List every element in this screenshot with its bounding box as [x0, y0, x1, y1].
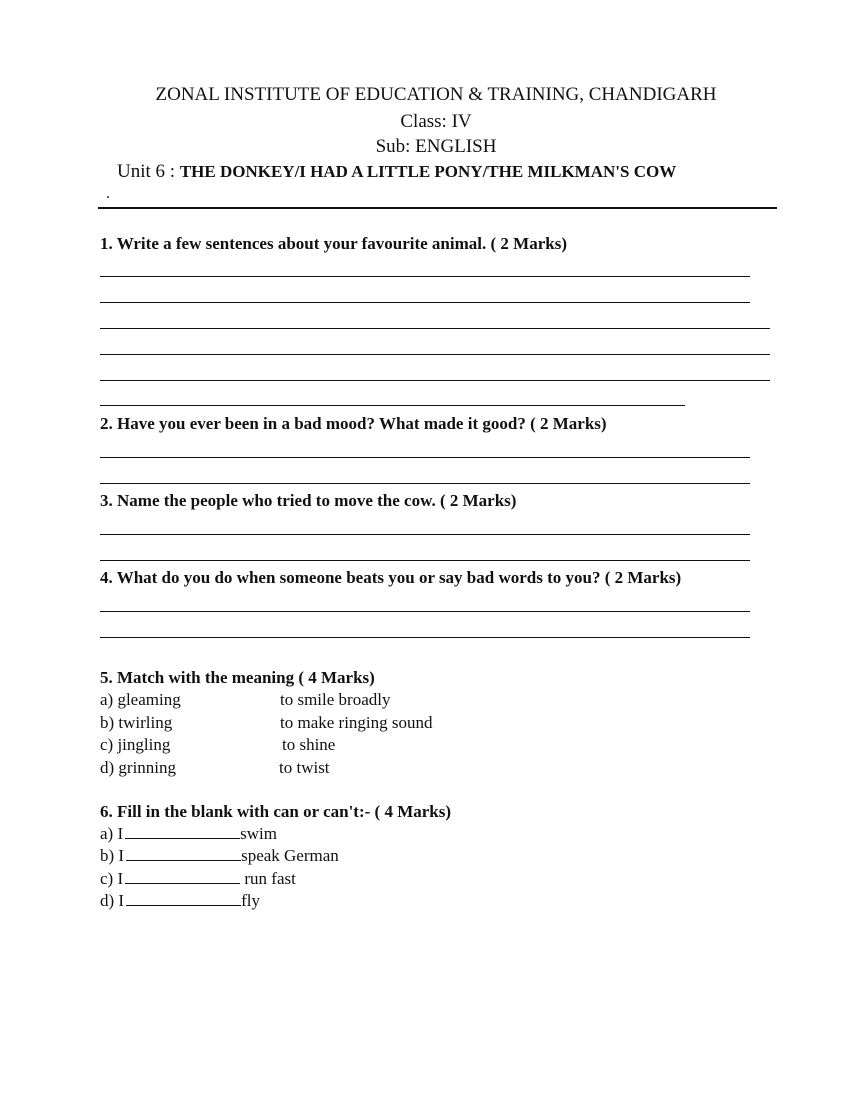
answer-line[interactable]	[100, 611, 750, 612]
fill-prefix: a) I	[100, 824, 124, 843]
match-meaning: to smile broadly	[280, 690, 391, 709]
question-4: 4. What do you do when someone beats you or say bad words to you? ( 2 Marks)	[100, 568, 682, 587]
stray-dot: .	[106, 185, 110, 202]
fill-item	[100, 846, 339, 866]
header-rule	[98, 207, 777, 209]
answer-line[interactable]	[100, 405, 685, 406]
fill-prefix: b) I	[100, 846, 125, 865]
unit-prefix: Unit 6 :	[117, 161, 176, 182]
subject-label: Sub: ENGLISH	[375, 136, 497, 157]
match-word: c) jingling	[100, 735, 171, 754]
question-5: 5. Match with the meaning ( 4 Marks)	[100, 668, 375, 687]
fill-ending: speak German	[241, 846, 339, 865]
fill-blank[interactable]	[126, 846, 241, 861]
question-3: 3. Name the people who tried to move the cow. ( 2 Marks)	[100, 491, 517, 510]
fill-blank[interactable]	[125, 824, 240, 839]
unit-title: THE DONKEY/I HAD A LITTLE PONY/THE MILKMAN'S COW	[179, 162, 677, 181]
fill-item	[100, 824, 277, 844]
fill-ending: run fast	[240, 869, 296, 888]
match-meaning: to make ringing sound	[280, 713, 433, 732]
fill-item	[100, 869, 296, 889]
fill-prefix: c) I	[100, 869, 124, 888]
answer-line[interactable]	[100, 483, 750, 484]
question-2: 2. Have you ever been in a bad mood? What made it good? ( 2 Marks)	[100, 414, 607, 433]
fill-blank[interactable]	[125, 869, 240, 884]
question-1: 1. Write a few sentences about your favourite animal. ( 2 Marks)	[100, 234, 567, 253]
fill-ending: fly	[241, 891, 260, 910]
answer-line[interactable]	[100, 457, 750, 458]
fill-prefix: d) I	[100, 891, 125, 910]
answer-line[interactable]	[100, 328, 770, 329]
fill-blank[interactable]	[126, 891, 241, 906]
match-word: b) twirling	[100, 713, 173, 732]
unit-heading	[117, 161, 676, 183]
question-6: 6. Fill in the blank with can or can't:- ( 4 Marks)	[100, 802, 452, 821]
match-meaning: to twist	[279, 758, 330, 777]
answer-line[interactable]	[100, 276, 750, 277]
fill-ending: swim	[240, 824, 277, 843]
match-meaning: to shine	[282, 735, 336, 754]
answer-line[interactable]	[100, 637, 750, 638]
match-word: d) grinning	[100, 758, 177, 777]
answer-line[interactable]	[100, 302, 750, 303]
institute-title: ZONAL INSTITUTE OF EDUCATION & TRAINING, CHANDIGARH	[155, 84, 717, 105]
answer-line[interactable]	[100, 380, 770, 381]
fill-item	[100, 891, 260, 911]
answer-line[interactable]	[100, 354, 770, 355]
answer-line[interactable]	[100, 560, 750, 561]
class-label: Class: IV	[400, 111, 472, 132]
match-word: a) gleaming	[100, 690, 181, 709]
answer-line[interactable]	[100, 534, 750, 535]
